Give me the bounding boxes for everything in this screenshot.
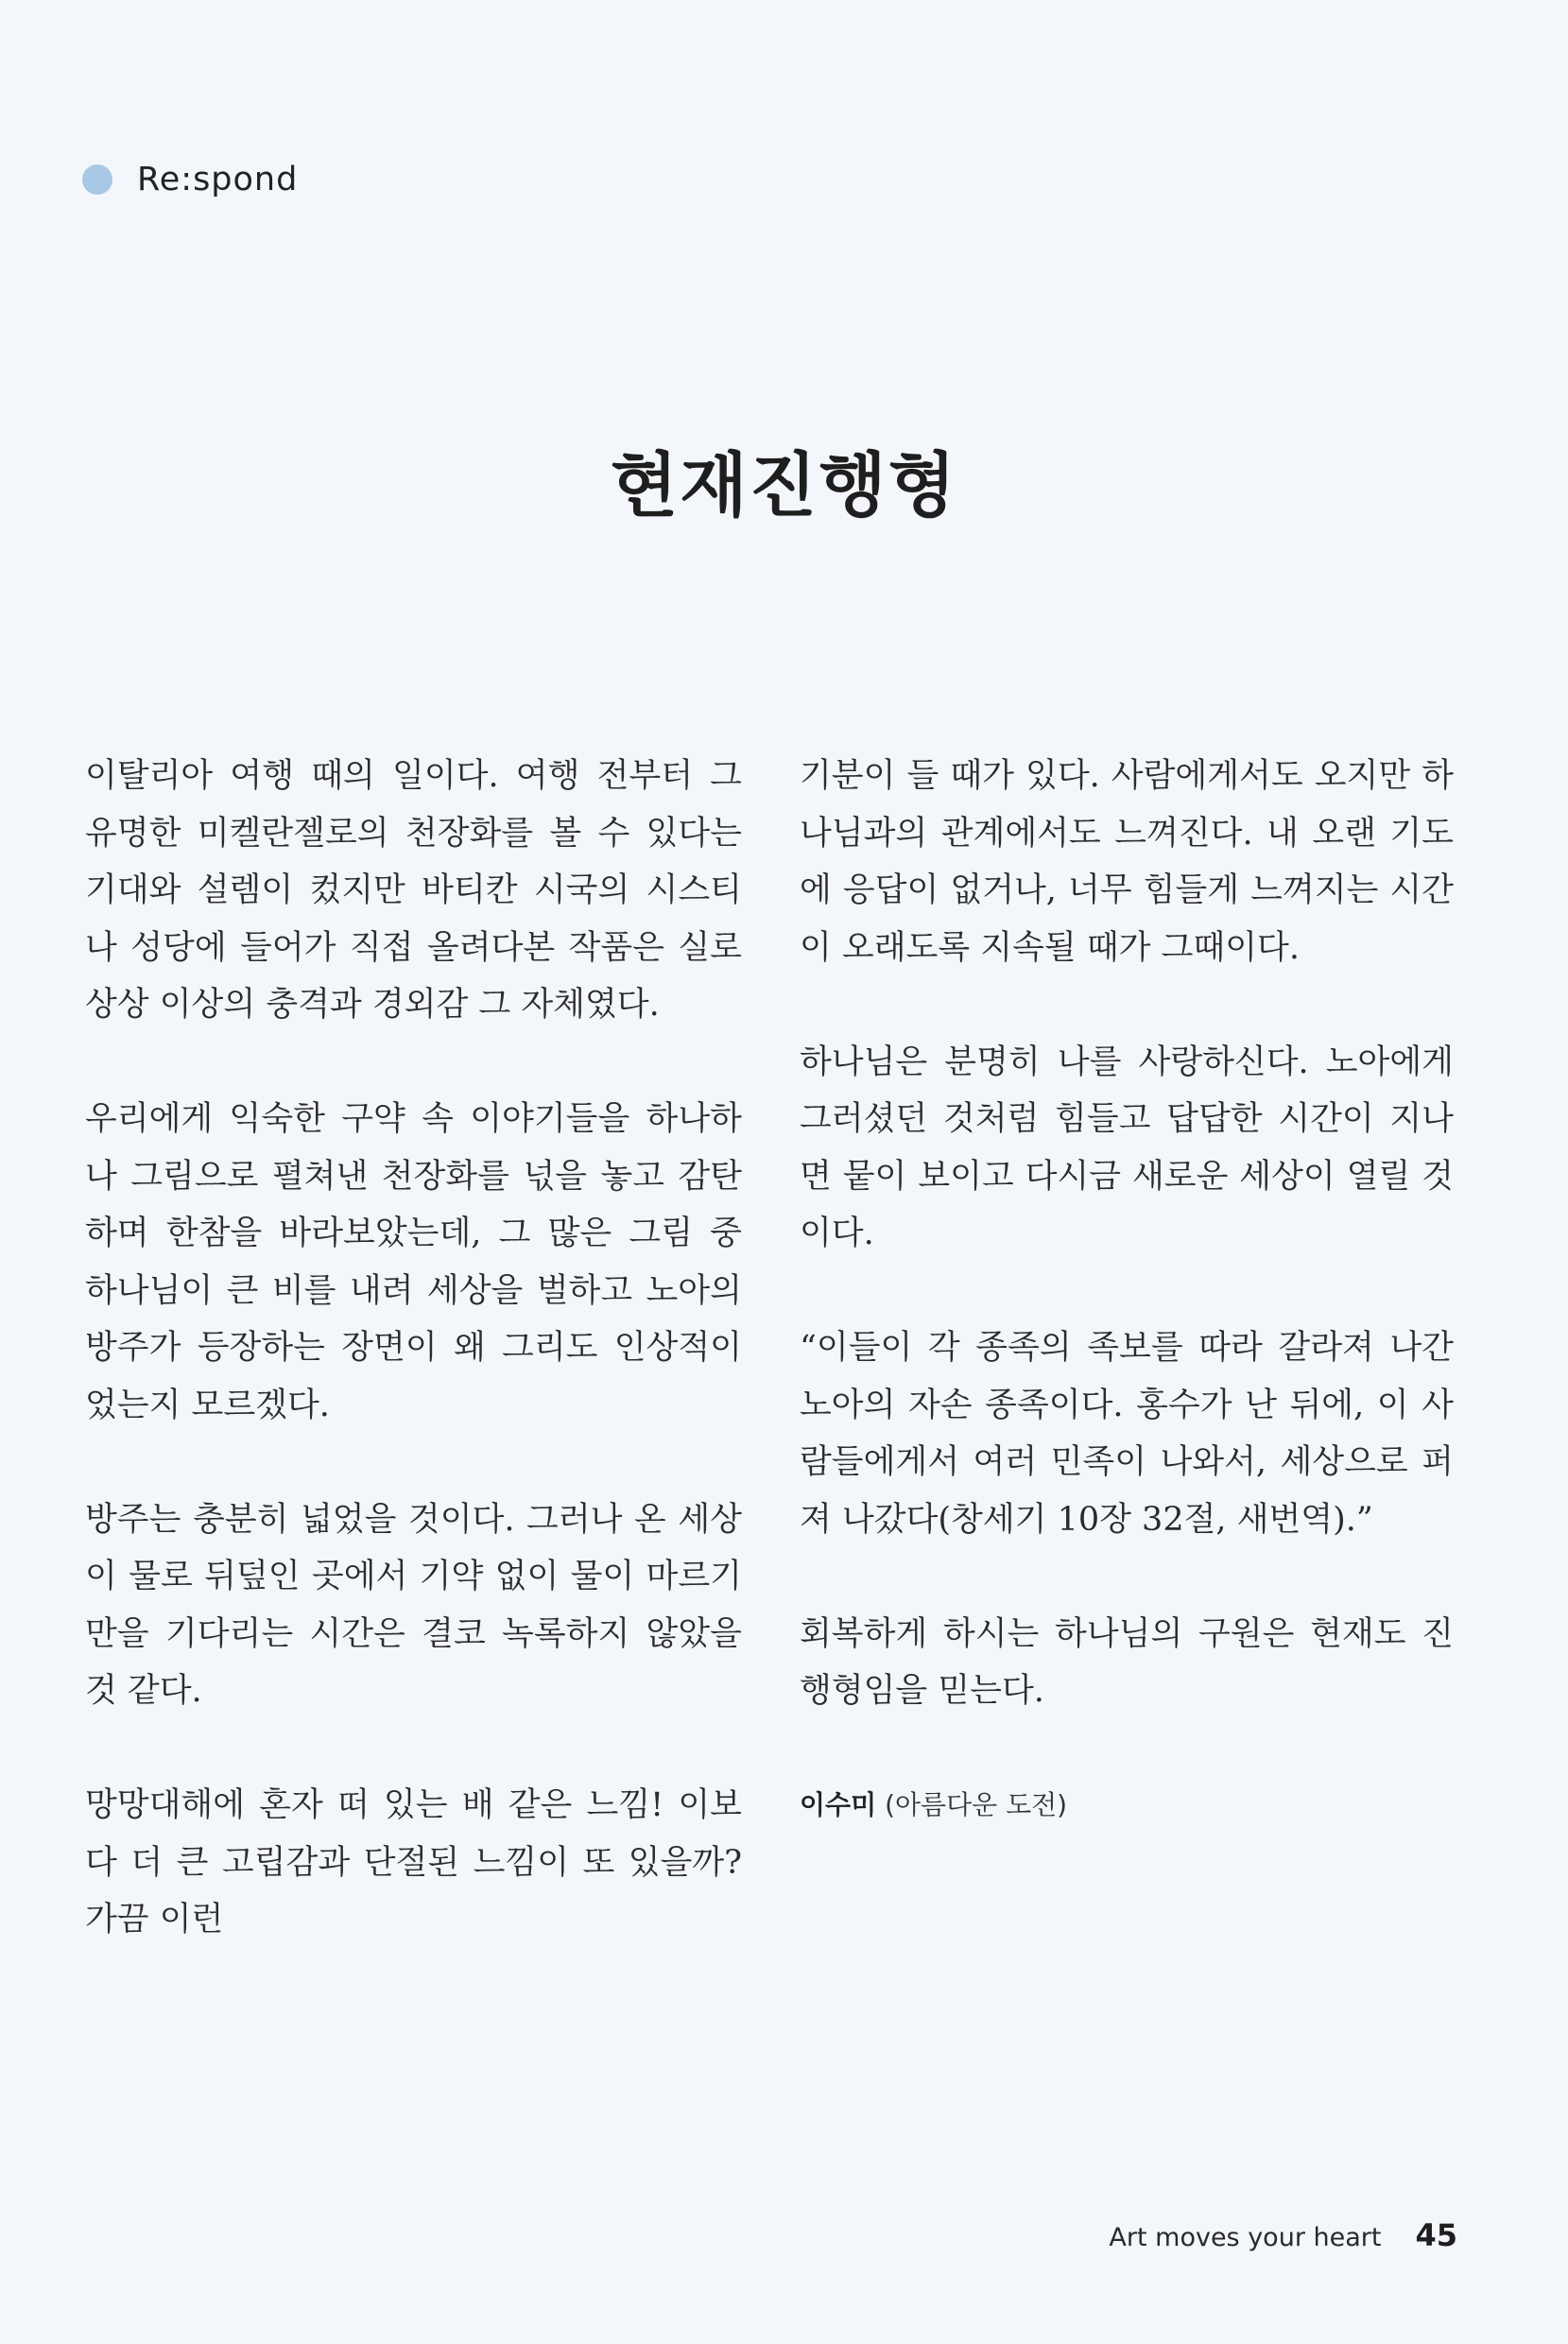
article-column-right xyxy=(800,748,1454,1835)
paragraph: 이탈리아 여행 때의 일이다. 여행 전부터 그 유명한 미켈란젤로의 천장화를 볼 수 있다는 기대와 설렘이 컸지만 바티칸 시국의 시스티나 성당에 들어가 직접 올려다본 작품은 실로 상상 이상의 충격과 경외감 그 자체였다. xyxy=(85,757,742,1024)
section-header xyxy=(82,161,298,198)
paragraph: 우리에게 익숙한 구약 속 이야기들을 하나하나 그림으로 펼쳐낸 천장화를 넋을 놓고 감탄하며 한참을 바라보았는데, 그 많은 그림 중 하나님이 큰 비를 내려 세상을 벌하고 노아의 방주가 등장하는 장면이 왜 그리도 인상적이었는지 모르겠다. xyxy=(85,1100,742,1424)
paragraph: 하나님은 분명히 나를 사랑하신다. 노아에게 그러셨던 것처럼 힘들고 답답한 시간이 지나면 뭍이 보이고 다시금 새로운 세상이 열릴 것이다. xyxy=(800,1043,1454,1252)
paragraph: “이들이 각 종족의 족보를 따라 갈라져 나간 노아의 자손 종족이다. 홍수가 난 뒤에, 이 사람들에게서 여러 민족이 나와서, 세상으로 퍼져 나갔다(창세기 10장 32절, 새번역).” xyxy=(800,1329,1454,1539)
author-name: 이수미 xyxy=(800,1789,877,1820)
paragraph: 회복하게 하시는 하나님의 구원은 현재도 진행형임을 믿는다. xyxy=(800,1614,1454,1710)
page-number: 45 xyxy=(1415,2217,1457,2253)
paragraph: 방주는 충분히 넓었을 것이다. 그러나 온 세상이 물로 뒤덮인 곳에서 기약 없이 물이 마르기만을 기다리는 시간은 결코 녹록하지 않았을 것 같다. xyxy=(85,1500,742,1710)
section-dot-icon xyxy=(82,164,112,195)
paragraph: 망망대해에 혼자 떠 있는 배 같은 느낌! 이보다 더 큰 고립감과 단절된 느낌이 또 있을까? 가끔 이런 xyxy=(85,1786,742,1939)
author-org: (아름다운 도전) xyxy=(885,1789,1068,1820)
article-column-left xyxy=(85,748,742,2006)
article-title: 현재진행형 xyxy=(610,445,958,526)
paragraph: 기분이 들 때가 있다. 사람에게서도 오지만 하나님과의 관계에서도 느껴진다. 내 오랜 기도에 응답이 없거나, 너무 힘들게 느껴지는 시간이 오래도록 지속될 때가 그때이다. xyxy=(800,757,1454,967)
footer-tagline: Art moves your heart xyxy=(1109,2223,1382,2252)
page-footer xyxy=(1109,2217,1457,2253)
author-byline xyxy=(800,1777,1454,1835)
section-label: Re:spond xyxy=(137,161,299,198)
